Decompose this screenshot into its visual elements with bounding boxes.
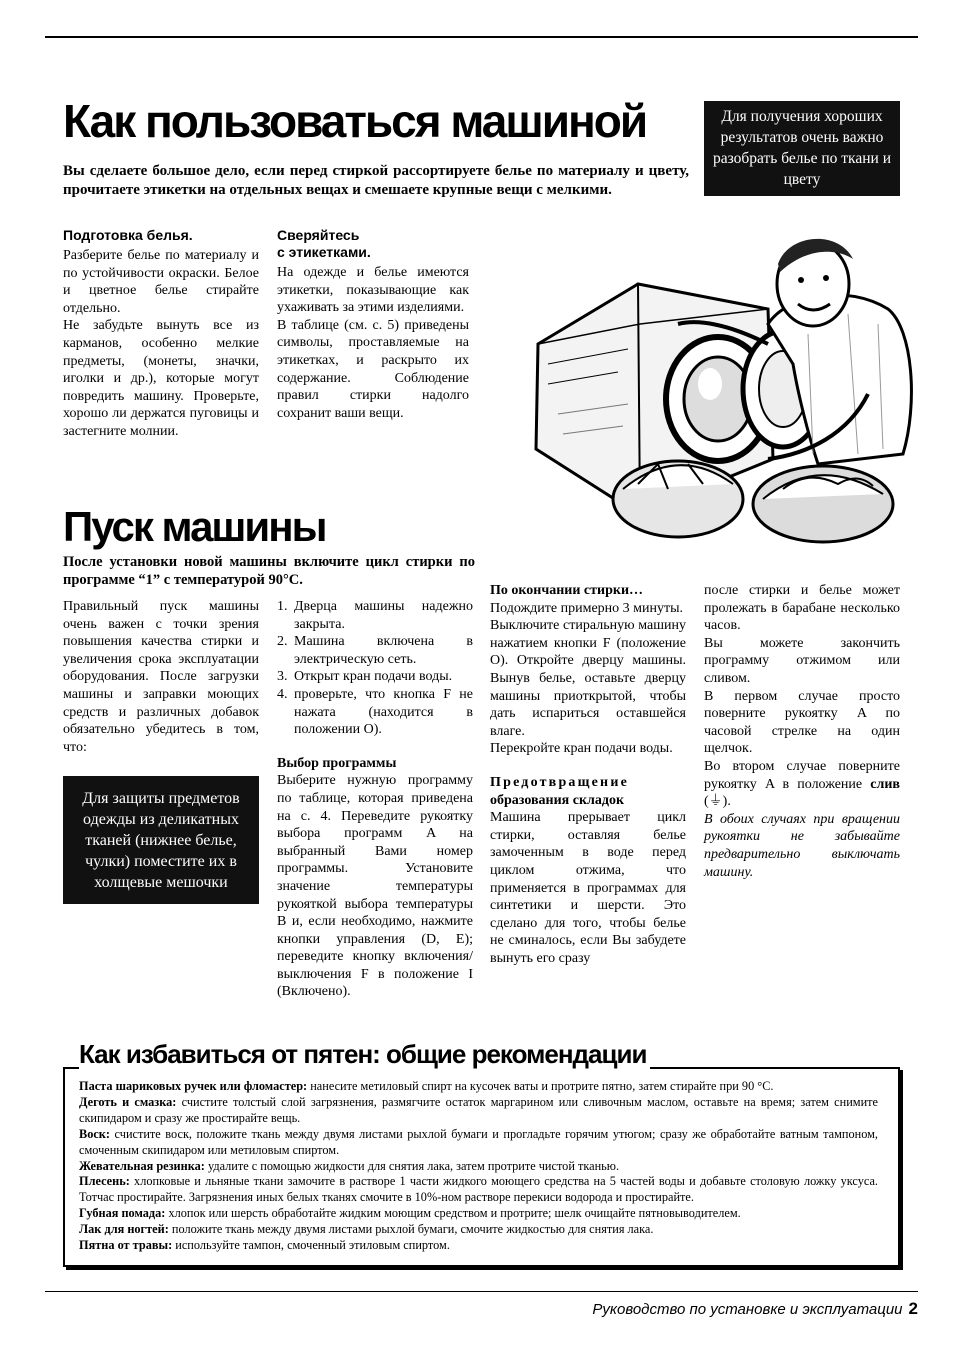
drain-paragraph: после стирки и белье может пролежать в барабане несколько часов.: [704, 583, 900, 634]
section-title-start: Пуск машины: [63, 503, 326, 550]
prep-paragraph: Не забудьте вынуть все из карманов, особенно мелкие предметы, (монеты, значки, иголки и др.), которые могут повредить машину. Проверьте, хорошо ли держатся пуговицы и застегните молнии.: [63, 318, 259, 439]
list-item: [277, 598, 473, 633]
intro-lead: Вы сделаете большое дело, если перед стиркой рассортируете белье по материалу и цвету, прочитаете этикетки на отдельных вещах и смешаете крупные вещи с мелкими.: [63, 163, 689, 198]
creases-heading-line: Предотвращение: [490, 774, 630, 790]
start-lead: После установки новой машины включите цикл стирки по программе “1” с температурой 90°С.: [63, 554, 475, 588]
program-text: Выберите нужную программу по таблице, которая приведена на с. 4. Переведите рукоятку выбора программ A на выбранный Вами номер программы. Установите значение температуры рукояткой выбора температуры B и, если необходимо, нажмите кнопки управления (D, E); переведите кнопку включения/выключения F в положение I (Включено).: [277, 773, 473, 1000]
washing-machine-illustration: [518, 214, 928, 564]
start-steps: [277, 598, 473, 1001]
labels-paragraph: На одежде и белье имеются этикетки, показывающие как ухаживать за этими изделиями.: [277, 265, 469, 316]
drain-section: [704, 582, 900, 881]
stain-tips-list: [79, 1079, 878, 1254]
labels-heading-line: с этикетками.: [277, 244, 371, 260]
stain-tips-title: Как избавиться от пятен: общие рекомендации: [79, 1039, 650, 1070]
page-number: 2: [908, 1299, 918, 1318]
stain-text: счистите воск, положите ткань между двумя листами рыхлой бумаги и прогладьте горячим утюгом; сразу же обработайте ватным тампоном, смоченным скипидаром или метиловым спиртом.: [79, 1126, 878, 1157]
page-title: Как пользоваться машиной: [63, 95, 647, 147]
prep-paragraph: Разберите белье по материалу и по устойчивости окраски. Белое и цветное белье стирайте отдельно.: [63, 248, 259, 316]
stain-text: счистите толстый слой загрязнения, размягчите остаток маргарином или сливочным маслом, оставьте на время; затем снимите скипидаром и сразу же простирайте вещь.: [79, 1094, 878, 1125]
stain-term: Воск:: [79, 1126, 110, 1141]
drain-warning: В обоих случаях при вращении рукоятки не забывайте предварительно выключать машину.: [704, 811, 900, 880]
list-item: [79, 1206, 878, 1222]
stain-text: положите ткань между двумя листами рыхлой бумаги, смочите жидкостью для снятия лака.: [171, 1222, 654, 1237]
drain-bold-word: слив: [870, 776, 900, 792]
stain-tips-box: [63, 1067, 900, 1267]
start-intro: Правильный пуск машины очень важен с точки зрения повышения качества стирки и увеличения срока эксплуатации оборудования. После загрузки машины и заправки моющих средств и различных добавок обязательно убедитесь в том, что:: [63, 599, 259, 755]
list-item: [79, 1222, 878, 1238]
step-number: 2.: [277, 634, 288, 650]
drain-paragraph: [704, 758, 900, 811]
list-item: [79, 1095, 878, 1127]
list-item: [79, 1127, 878, 1159]
stain-text: хлопок или шерсть обработайте жидким моющим средством и протрите; шелк очищайте пятновыводителем.: [168, 1206, 741, 1221]
list-item: [79, 1079, 878, 1095]
stain-text: удалите с помощью жидкости для снятия лака, затем протрите чистой тканью.: [207, 1158, 620, 1173]
top-rule: [45, 36, 918, 38]
stain-term: Лак для ногтей:: [79, 1222, 169, 1237]
prep-heading: Подготовка белья.: [63, 227, 193, 243]
stain-text: используйте тампон, смоченный этиловым спиртом.: [175, 1238, 450, 1253]
creases-text: Машина прерывает цикл стирки, оставляя белье замоченным в воде перед циклом отжима, что применяется в программах для синтетики и шерсти. Это сделано для того, чтобы белье не сминалось, если Вы забудете вынуть его сразу: [490, 810, 686, 966]
stain-term: Деготь и смазка:: [79, 1094, 177, 1109]
stain-term: Жевательная резинка:: [79, 1158, 205, 1173]
stain-term: Губная помада:: [79, 1206, 166, 1221]
labels-heading-line: Сверяйтесь: [277, 227, 360, 243]
bottom-rule: [45, 1291, 918, 1292]
after-wash-paragraph: Выключите стиральную машину нажатием кнопки F (положение О). Откройте дверцу машины. Вынув белье, оставьте дверцу машины приоткрытой, чтобы дать испариться оставшейся влаге.: [490, 618, 686, 739]
program-heading: Выбор программы: [277, 755, 397, 771]
stain-term: Плесень:: [79, 1174, 130, 1189]
stain-text: хлопковые и льняные ткани замочите в растворе 1 части жидкого моющего средства на 5 частей воды и добавьте столовую ложку уксуса. Тотчас простирайте. Загрязнения иных белых тканях смочите в 10%-ном растворе перекиси водорода и простирайте.: [79, 1174, 878, 1205]
step-text: Дверца машины надежно закрыта.: [294, 599, 473, 632]
stain-term: Пятна от травы:: [79, 1238, 173, 1253]
prep-section: [63, 226, 259, 441]
step-number: 3.: [277, 669, 288, 685]
after-wash-paragraph: Перекройте кран подачи воды.: [490, 741, 673, 757]
after-wash-heading: По окончании стирки…: [490, 583, 644, 598]
labels-paragraph: В таблице (см. с. 5) приведены символы, проставляемые на этикетках, и раскрыто их содержание. Соблюдение правил стирки надолго сохранит ваши вещи.: [277, 317, 469, 421]
step-number: 1.: [277, 599, 288, 614]
footer-text: Руководство по установке и эксплуатации: [592, 1301, 903, 1318]
creases-heading-line: образования складок: [490, 792, 625, 808]
list-item: [79, 1174, 878, 1206]
step-text: проверьте, что кнопка F не нажата (находится в положении О).: [294, 686, 473, 738]
stain-term: Паста шариковых ручек или фломастер:: [79, 1079, 308, 1093]
creases-heading: [490, 774, 686, 809]
list-item: [277, 668, 473, 686]
labels-heading: [277, 226, 469, 262]
drain-text: Во втором случае поверните рукоятку A в положение: [704, 758, 900, 792]
stain-text: нанесите метиловый спирт на кусочек ваты и протрите пятно, затем стирайте при 90 °С.: [310, 1079, 774, 1093]
step-number: 4.: [277, 686, 288, 702]
drain-symbol: (⏚).: [704, 794, 731, 810]
labels-section: [277, 226, 469, 422]
list-item: [277, 633, 473, 668]
after-wash-paragraph: Подождите примерно 3 минуты.: [490, 600, 684, 616]
tip-box-delicates: Для защиты предметов одежды из деликатных тканей (нижнее белье, чулки) поместите их в холщевые мешочки: [63, 776, 259, 904]
drain-paragraph: Вы можете закончить программу отжимом или сливом.: [704, 635, 900, 686]
list-item: [79, 1159, 878, 1175]
list-item: [277, 686, 473, 739]
tip-box-sorting: Для получения хороших результатов очень важно разобрать белье по ткани и цвету: [704, 101, 900, 196]
page-footer: [592, 1299, 918, 1319]
step-text: Открыт кран подачи воды.: [294, 669, 453, 685]
step-text: Машина включена в электрическую сеть.: [294, 634, 473, 667]
drain-paragraph: В первом случае просто поверните рукоятку A по часовой стрелке на один щелчок.: [704, 688, 900, 757]
after-wash-section: [490, 582, 686, 967]
list-item: [79, 1238, 878, 1254]
